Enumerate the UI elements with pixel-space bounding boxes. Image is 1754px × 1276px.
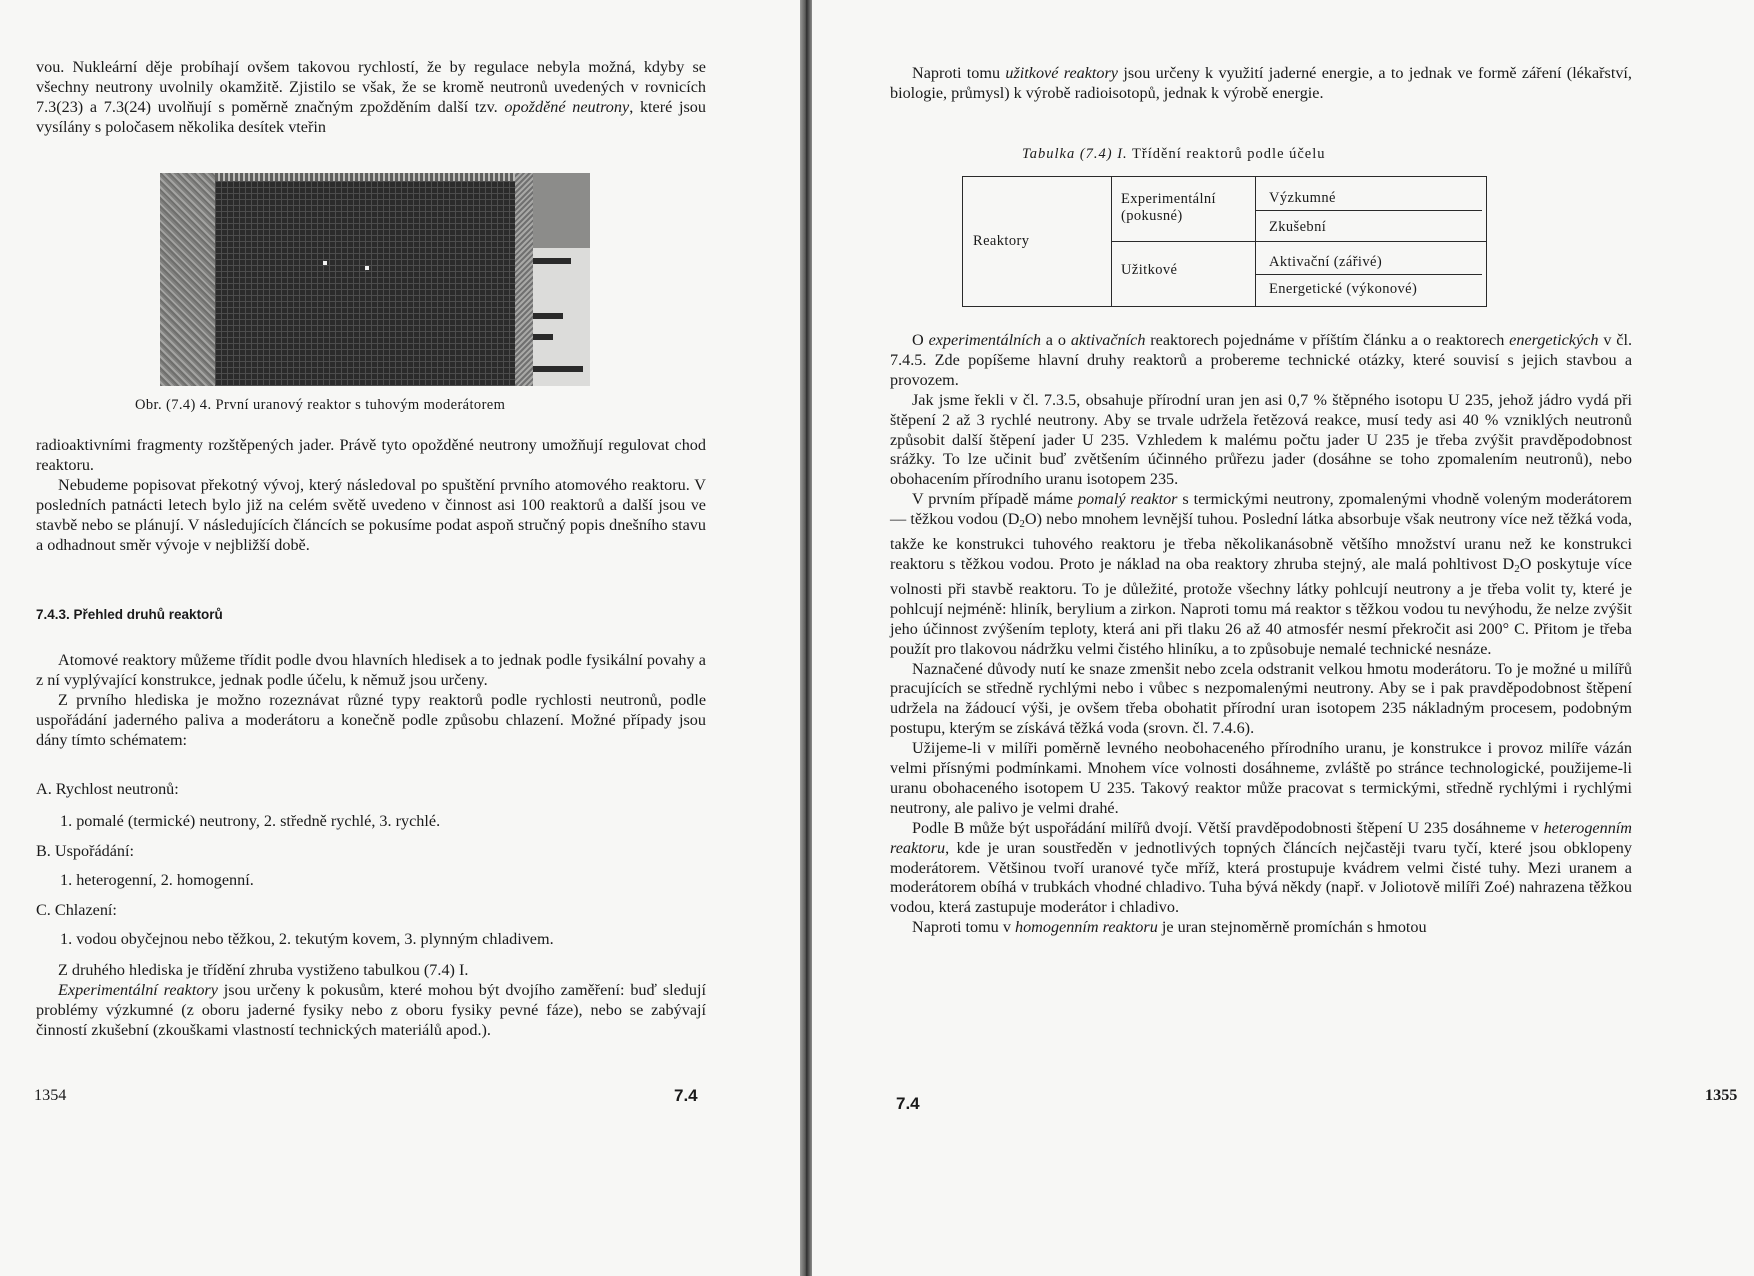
body-text-right: O experimentálních a o aktivačních reaktorech pojednáme v příštím článku a o reaktorech energetických v čl. 7.4.5. Zde popíšeme hlavní druhy reaktorů a probereme technické otázky, které souvisí s jejich stavbou a provozem. Jak jsme řekli v čl. 7.3.5, obsahuje přírodní uran jen asi 0,7 % štěpného isotopu U 235, jehož jádro vydá při štěpení 2 až 3 rychlé neutrony. Aby se trvale udržela řetězová reakce, musí tedy asi 40 % vzniklých neutronů způsobit další štěpení jader U 235. Vzhledem k malému počtu jader U 235 je třeba zvýšit pravděpodobnost srážky. To lze učinit buď zvětšením účinného průřezu jader (dosáhne se toho zpomalením neutronů), nebo obohacením přírodního uranu isotopem 235. V prvním případě máme pomalý reaktor s termickými neutrony, zpomalenými vhodně voleným moderátorem — těžkou vodou $(D_2O)$ nebo mnohem levnější tuhou. Poslední látka absorbuje však neutrony více než těžká voda, takže ke konstrukci tuhového reaktoru je třeba několikanásobně většího množství uranu než ke konstrukci reaktoru s těžkou vodou. Proto je náklad na oba reaktory zhruba stejný, ale malá pohltivost $D_2O$ poskytuje více volnosti při stavbě reaktoru. To je důležité, protože všechny látky pohlcují neutrony a je třeba volit ty, které je pohlcují nejméně: hliník, berylium a zirkon. Naproti tomu má reaktor s těžkou vodou tu nevýhodu, že nelze zvýšit jeho účinnost zvýšením teploty, která ani při tlaku 26 až 40 atmosfér nesmí překročit asi 200° C. Přitom je třeba použít pro tlakovou nádržku velmi čistého hliníku, a to způsobuje nemalé technické nesnáze. Naznačené důvody nutí ke snaze zmenšit nebo zcela odstranit velkou hmotu moderátoru. To je možné u milířů pracujících se středně rychlými nebo i vůbec s nezpomalenými neutrony. Aby se i pak pravděpodobnost štěpení udržela na žádoucí výši, je ovšem třeba obohatit přírodní uran isotopem 235 nákladným procesem, podobným postupu, kterým se získává těžká voda (srovn. čl. 7.4.6). Užijeme-li v milíři poměrně levného neobohaceného přírodního uranu, je konstrukce i provoz milíře vázán velmi přísnými podmínkami. Mnohem více volnosti dosáhneme, zvláště po stránce technologické, použijeme-li uranu obohaceného isotopem U 235. Takový reaktor může pracovat s termickými, středně rychlými i rychlými neutrony, ale palivo je velmi drahé. Podle B může být uspořádání milířů dvojí. Větší pravděpodobnosti štěpení U 235 dosáhneme v heterogenním reaktoru, kde je uran soustředěn v jednotlivých topných článcích nejčastěji tvaru tyčí, které jsou obklopeny moderátorem. Většinou tvoří uranové tyče mříž, která prostupuje kvádrem velmi čisté tuhy. Mezi uranem a moderátorem obíhá v trubkách vhodné chladivo. Tuha bývá někdy (např. v Joliotově milíři Zoé) nahrazena těžkou vodou, která zastupuje moderátor i chladivo. Naproti tomu v homogenním reaktoru je uran stejnoměrně promíchán s hmotou: [890, 331, 1632, 937]
table-item: Výzkumné: [1269, 190, 1336, 206]
paragraph-types: Atomové reaktory můžeme třídit podle dvou hlavních hledisek a to jednak podle fysikální povahy a z ní vyplývající konstrukce, jednak podle účelu, k němuž jsou určeny. Z prvního hlediska je možno rozeznávat různé typy reaktorů podle rychlosti neutronů, podle uspořádání jaderného paliva a moderátoru a konečně podle způsobu chlazení. Možné případy jsou dány tímto schématem:: [36, 651, 706, 749]
table-divider: [1111, 241, 1486, 242]
page-number: 1354: [34, 1086, 67, 1104]
figure-left-wall: [160, 173, 215, 386]
table-group-experimental: Experimentální (pokusné): [1121, 191, 1216, 224]
figure-graphite-grid: [215, 181, 515, 386]
pipe: [533, 334, 553, 340]
page-number: 1355: [1705, 1086, 1738, 1104]
paragraph-after-figure: radioaktivními fragmenty rozštěpených jader. Právě tyto opožděné neutrony umožňují regulovat chod reaktoru. Nebudeme popisovat překotný vývoj, který následoval po spuštění prvního atomového reaktoru. V posledních patnácti letech bylo již na celém světě uvedeno v činnost asi 100 reaktorů a další jsou ve stavbě nebo se plánují. V následujících článcích se pokusíme podat aspoň stručný popis dnešního stavu a odhadnout směr vývoje v nejbližší době.: [36, 436, 706, 554]
reactor-photo: [160, 173, 590, 386]
paragraph-intro: vou. Nukleární děje probíhají ovšem takovou rychlostí, že by regulace nebyla možná, kdyby se všechny neutrony uvolnily okamžitě. Zjistilo se však, že se kromě neutronů uvedených v rovnicích 7.3(23) a 7.3(24) uvolňují s poměrně značným zpožděním další tzv. opožděné neutrony, které jsou vysílány s poločasem několika desítek vteřin: [36, 58, 706, 136]
table-item: Zkušební: [1269, 219, 1327, 235]
book-gutter: [800, 0, 812, 1276]
list-label-b: B. Uspořádání:: [36, 842, 135, 860]
pipe: [533, 313, 563, 319]
table-item: Energetické (výkonové): [1269, 281, 1418, 297]
figure-highlight: [323, 261, 327, 265]
list-items-c: 1. vodou obyčejnou nebo těžkou, 2. tekutým kovem, 3. plynným chladivem.: [60, 930, 554, 948]
pipe: [533, 258, 571, 264]
paragraph-second-view: Z druhého hlediska je třídění zhruba vystiženo tabulkou (7.4) I. Experimentální reaktory jsou určeny k pokusům, které mohou být dvojího zaměření: buď sledují problémy výzkumné (z oboru jaderné fysiky nebo z oboru fysiky pevné fáze), nebo se zabývají činností zkušební (zkouškami vlastností technických materiálů apod.).: [36, 961, 706, 1039]
section-mark: 7.4: [896, 1094, 920, 1113]
table-item: Aktivační (zářivé): [1269, 254, 1383, 270]
section-heading: 7.4.3. Přehled druhů reaktorů: [36, 607, 223, 622]
list-items-b: 1. heterogenní, 2. homogenní.: [60, 871, 254, 889]
table-group-useful: Užitkové: [1121, 262, 1178, 278]
figure-right-wall: [515, 173, 533, 386]
table-root: Reaktory: [973, 233, 1030, 249]
table-title: Tabulka (7.4) I. Třídění reaktorů podle účelu: [1022, 146, 1326, 162]
list-label-c: C. Chlazení:: [36, 901, 117, 919]
list-label-a: A. Rychlost neutronů:: [36, 780, 179, 798]
table-divider: [1255, 274, 1482, 275]
figure-caption: Obr. (7.4) 4. První uranový reaktor s tuhovým moderátorem: [135, 397, 506, 413]
list-items-a: 1. pomalé (termické) neutrony, 2. středně rychlé, 3. rychlé.: [60, 812, 441, 830]
pipe: [533, 366, 583, 372]
left-page: [0, 0, 800, 1276]
classification-table: [962, 176, 1487, 307]
figure-highlight: [365, 266, 369, 270]
right-page: [812, 0, 1754, 1276]
figure-pipes: [533, 248, 590, 386]
table-divider: [1255, 210, 1482, 211]
paragraph-useful-reactors: Naproti tomu užitkové reaktory jsou určeny k využití jaderné energie, a to jednak ve formě záření (lékařství, biologie, průmysl) k výrobě radioisotopů, jednak k výrobě energie.: [890, 64, 1632, 102]
section-mark: 7.4: [674, 1086, 698, 1105]
